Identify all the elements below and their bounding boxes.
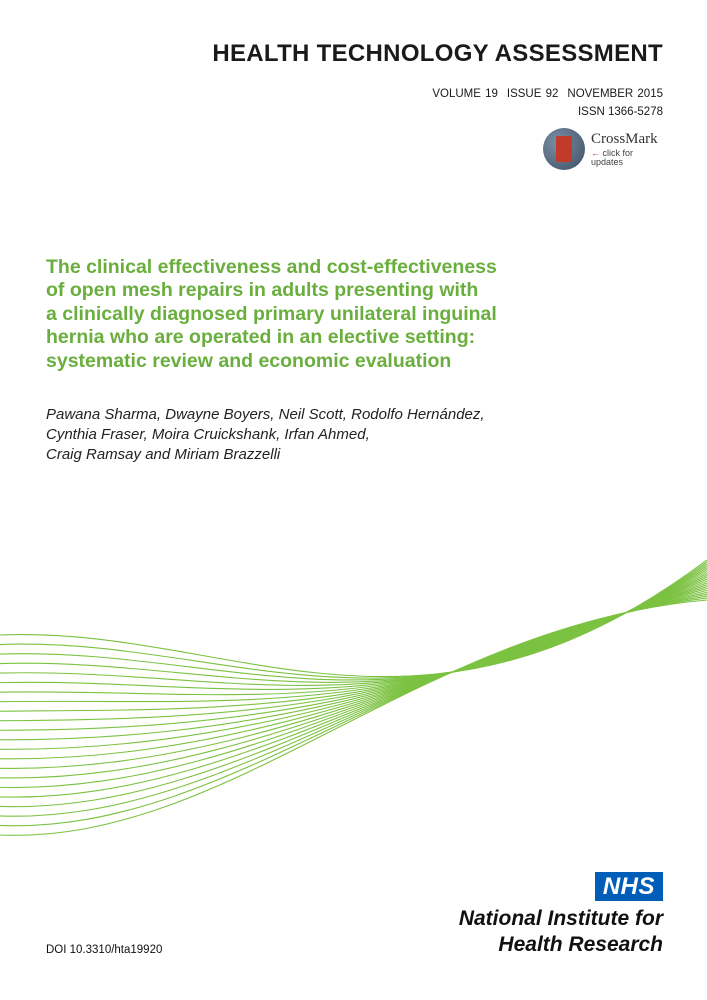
title-line: systematic review and economic evaluation bbox=[46, 349, 452, 372]
author-line: Craig Ramsay and Miriam Brazzelli bbox=[46, 446, 281, 463]
title-line: The clinical effectiveness and cost-effectiveness bbox=[46, 256, 497, 278]
institute-line: Health Research bbox=[498, 933, 663, 956]
wave-line bbox=[0, 589, 707, 778]
doi-label: DOI 10.3310/hta19920 bbox=[46, 944, 163, 956]
issue-info bbox=[423, 88, 663, 100]
crossmark-icon bbox=[543, 128, 585, 170]
wave-line bbox=[0, 570, 707, 690]
author-list bbox=[46, 405, 546, 465]
title-line: a clinically diagnosed primary unilateral inguinal bbox=[46, 302, 497, 325]
author-line: Pawana Sharma, Dwayne Boyers, Neil Scott, Rodolfo Hernández, bbox=[46, 406, 485, 423]
nhs-logo: NHS bbox=[595, 872, 663, 901]
arrow-left-icon: ← bbox=[591, 147, 600, 158]
crossmark-subtext: click for updates bbox=[591, 147, 634, 167]
volume-label: VOLUME 19 bbox=[432, 88, 498, 100]
wave-line bbox=[0, 585, 707, 759]
title-line: of open mesh repairs in adults presenting with bbox=[46, 279, 479, 302]
article-title bbox=[46, 256, 546, 373]
institute-name bbox=[459, 906, 663, 958]
crossmark-brand: CrossMark bbox=[591, 130, 658, 147]
journal-title: HEALTH TECHNOLOGY ASSESSMENT bbox=[212, 40, 663, 67]
issn-label: ISSN 1366-5278 bbox=[577, 106, 663, 118]
author-line: Cynthia Fraser, Moira Cruickshank, Irfan Ahmed, bbox=[46, 426, 370, 443]
crossmark-badge[interactable] bbox=[543, 126, 663, 172]
date-label: NOVEMBER 2015 bbox=[567, 88, 663, 100]
decorative-wave-lines bbox=[0, 540, 707, 870]
wave-line bbox=[0, 596, 707, 816]
title-line: hernia who are operated in an elective setting: bbox=[46, 326, 476, 349]
issue-label: ISSUE 92 bbox=[506, 88, 559, 100]
institute-line: National Institute for bbox=[458, 907, 663, 930]
wave-line bbox=[0, 568, 707, 686]
